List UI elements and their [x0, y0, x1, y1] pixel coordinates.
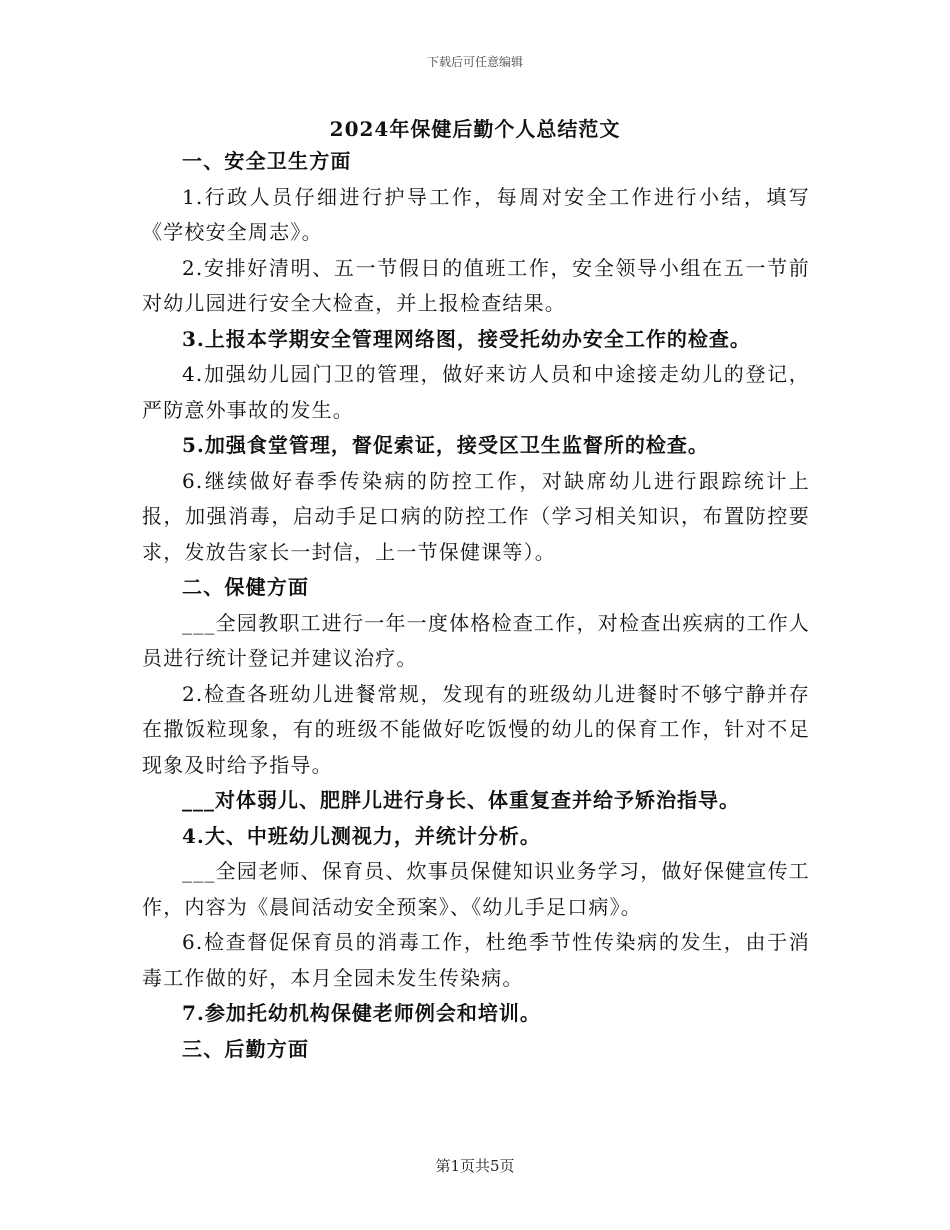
- paragraph: ___全园老师、保育员、炊事员保健知识业务学习，做好保健宣传工作，内容为《晨间活动安全预案》、《幼儿手足口病》。: [142, 859, 810, 919]
- paragraph: ___全园教职工进行一年一度体格检查工作，对检查出疾病的工作人员进行统计登记并建议治疗。: [142, 610, 810, 670]
- document-body: [142, 144, 810, 1067]
- paragraph: 6.检查督促保育员的消毒工作，杜绝季节性传染病的发生，由于消毒工作做的好，本月全园未发生传染病。: [142, 930, 810, 990]
- document-title: 2024年保健后勤个人总结范文: [329, 117, 621, 141]
- paragraph: 1.行政人员仔细进行护导工作，每周对安全工作进行小结，填写《学校安全周志》。: [142, 184, 810, 244]
- page-footer: 第1页共5页: [435, 1157, 515, 1175]
- paragraph-bold: 5.加强食堂管理，督促索证，接受区卫生监督所的检查。: [182, 433, 709, 457]
- paragraph-bold: 4.大、中班幼儿测视力，并统计分析。: [182, 823, 541, 848]
- paragraph: 2.检查各班幼儿进餐常规，发现有的班级幼儿进餐时不够宁静并存在撒饭粒现象，有的班级不能做好吃饭慢的幼儿的保育工作，针对不足现象及时给予指导。: [142, 681, 810, 777]
- paragraph: 4.加强幼儿园门卫的管理，做好来访人员和中途接走幼儿的登记，严防意外事故的发生。: [142, 362, 810, 422]
- section-heading: 三、后勤方面: [182, 1036, 310, 1061]
- paragraph: 6.继续做好春季传染病的防控工作，对缺席幼儿进行跟踪统计上报，加强消毒，启动手足口病的防控工作（学习相关知识，布置防控要求，发放告家长一封信，上一节保健课等）。: [142, 468, 810, 564]
- section-heading: 一、安全卫生方面: [182, 149, 352, 173]
- paragraph-bold: 3.上报本学期安全管理网络图，接受托幼办安全工作的检查。: [182, 326, 751, 351]
- paragraph: 2.安排好清明、五一节假日的值班工作，安全领导小组在五一节前对幼儿园进行安全大检查，并上报检查结果。: [142, 255, 810, 315]
- paragraph-bold: ___对体弱儿、肥胖儿进行身长、体重复查并给予矫治指导。: [182, 788, 740, 812]
- section-heading: 二、保健方面: [182, 575, 310, 599]
- page-header: 下载后可任意编辑: [426, 55, 523, 69]
- paragraph-bold: 7.参加托幼机构保健老师例会和培训。: [182, 1001, 541, 1025]
